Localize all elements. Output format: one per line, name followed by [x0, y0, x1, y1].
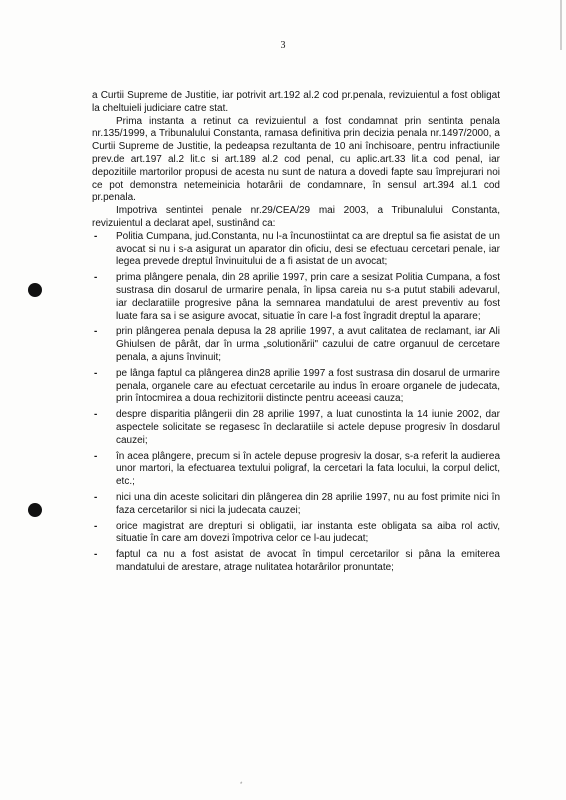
list-item: [92, 451, 500, 489]
list-item: [92, 549, 500, 575]
list-item-text: nici una din aceste solicitari din plângerea din 28 aprilie 1997, nu au fost primite nici în faza cercetarilor si nici la judecata cauzei;: [116, 491, 500, 516]
bullet-dash: -: [94, 272, 98, 284]
list-item-text: faptul ca nu a fost asistat de avocat în timpul cercetarilor si pâna la emiterea mandatului de arestare, atrage nulitatea hotarârilor pronuntate;: [116, 549, 500, 573]
bullet-dash: -: [94, 450, 98, 462]
list-item: [92, 368, 500, 406]
binder-hole-upper: [28, 283, 42, 297]
list-item-text: prin plângerea penala depusa la 28 aprilie 1997, a avut calitatea de reclamant, iar Ali Ghiulsen de pârât, dar în urma „solutionãrii" cazului de catre organuul de cercetare penala, a ajuns învinuit;: [116, 326, 500, 363]
list-item: [92, 492, 500, 518]
bullet-dash: -: [94, 230, 98, 242]
bullet-dash: -: [94, 367, 98, 379]
bullet-dash: -: [94, 549, 98, 561]
list-item: [92, 272, 500, 323]
list-item-text: pe lânga faptul ca plângerea din28 aprilie 1997 a fost sustrasa din dosarul de urmarire penala, organele care au efectuat cercetarile au indus în eroare organele de judecata, prin întocmirea a doua rechizitorii distincte pentru aceeasi cauza;: [116, 367, 500, 405]
bullet-dash: -: [94, 326, 98, 338]
appeal-arguments-list: [92, 231, 500, 575]
list-item: [92, 326, 500, 364]
list-item-text: prima plângere penala, din 28 aprilie 1997, prin care a sesizat Politia Cumpana, a fost sustrasa din dosarul de urmarire penala, în lipsa careia nu s-a putut stabili adevarul, iar declaratiile progresive pâna la semnarea mandatului de arest preventiv au fost luate fara sa i se asigure avocat, situatie în care l-a fost îngradit dreptul la aparare;: [116, 272, 500, 322]
list-item-text: orice magistrat are drepturi si obligatii, iar instanta este obligata sa aiba rol activ, situatie în care am dovezi împotriva celor ce l-au judecat;: [116, 520, 500, 545]
list-item: [92, 409, 500, 447]
document-body: [92, 90, 500, 578]
list-item-text: despre disparitia plângerii din 28 aprilie 1997, a luat cunostinta la 14 iunie 2002, dar aspectele solicitate se regasesc în declaratiile si actele depuse progresiv în dosdarul cauzei;: [116, 409, 500, 446]
paragraph-continuation: a Curtii Supreme de Justitie, iar potrivit art.192 al.2 cod pr.penala, revizuientul a fost obligat la cheltuieli judiciare catre stat.: [92, 90, 500, 114]
binder-hole-lower: [28, 503, 42, 517]
list-item-text: Politia Cumpana, jud.Constanta, nu l-a încunostiintat ca are dreptul sa fie asistat de un avocat si nu i s-a asigurat un aparator din oficiu, desi se efectuau cercetari penale, iar legea prevede dreptul învinuitului de a fi asistat de un avocat;: [116, 230, 500, 268]
list-item-text: în acea plângere, precum si în actele depuse progresiv la dosar, s-a referit la audierea unor martori, la efectuarea textului poligraf, la cercetari la fata locului, la corpul delict, etc.;: [116, 450, 500, 488]
bullet-dash: -: [94, 409, 98, 421]
bullet-dash: -: [94, 491, 98, 503]
footer-mark: *: [240, 782, 243, 788]
list-item: [92, 521, 500, 547]
paragraph-first-instance: Prima instanta a retinut ca revizuientul a fost condamnat prin sentinta penala nr.135/1999, a Tribunalului Constanta, ramasa definitiva prin decizia penala nr.1497/2000, a Curtii Supreme de Justitie, la pedeapsa rezultanta de 10 ani închisoare, pentru infractiunile prev.de art.197 al.2 lit.c si art.189 al.2 cod penal, cu aplic.art.33 lit.a cod penal, iar depozitiile martorilor propusi de acesta nu sunt de natura a dovedi fapte sau împrejurari noi ce pot demonstra netemeinicia hotarârii de condamnare, în sensul art.394 al.1 cod pr.penala.: [92, 115, 500, 204]
list-item: [92, 231, 500, 269]
paragraph-appeal-intro: Impotriva sentintei penale nr.29/CEA/29 mai 2003, a Tribunalului Constanta, revizuientul a declarat apel, sustinând ca:: [92, 205, 500, 229]
bullet-dash: -: [94, 520, 98, 532]
page-number: 3: [280, 40, 286, 51]
